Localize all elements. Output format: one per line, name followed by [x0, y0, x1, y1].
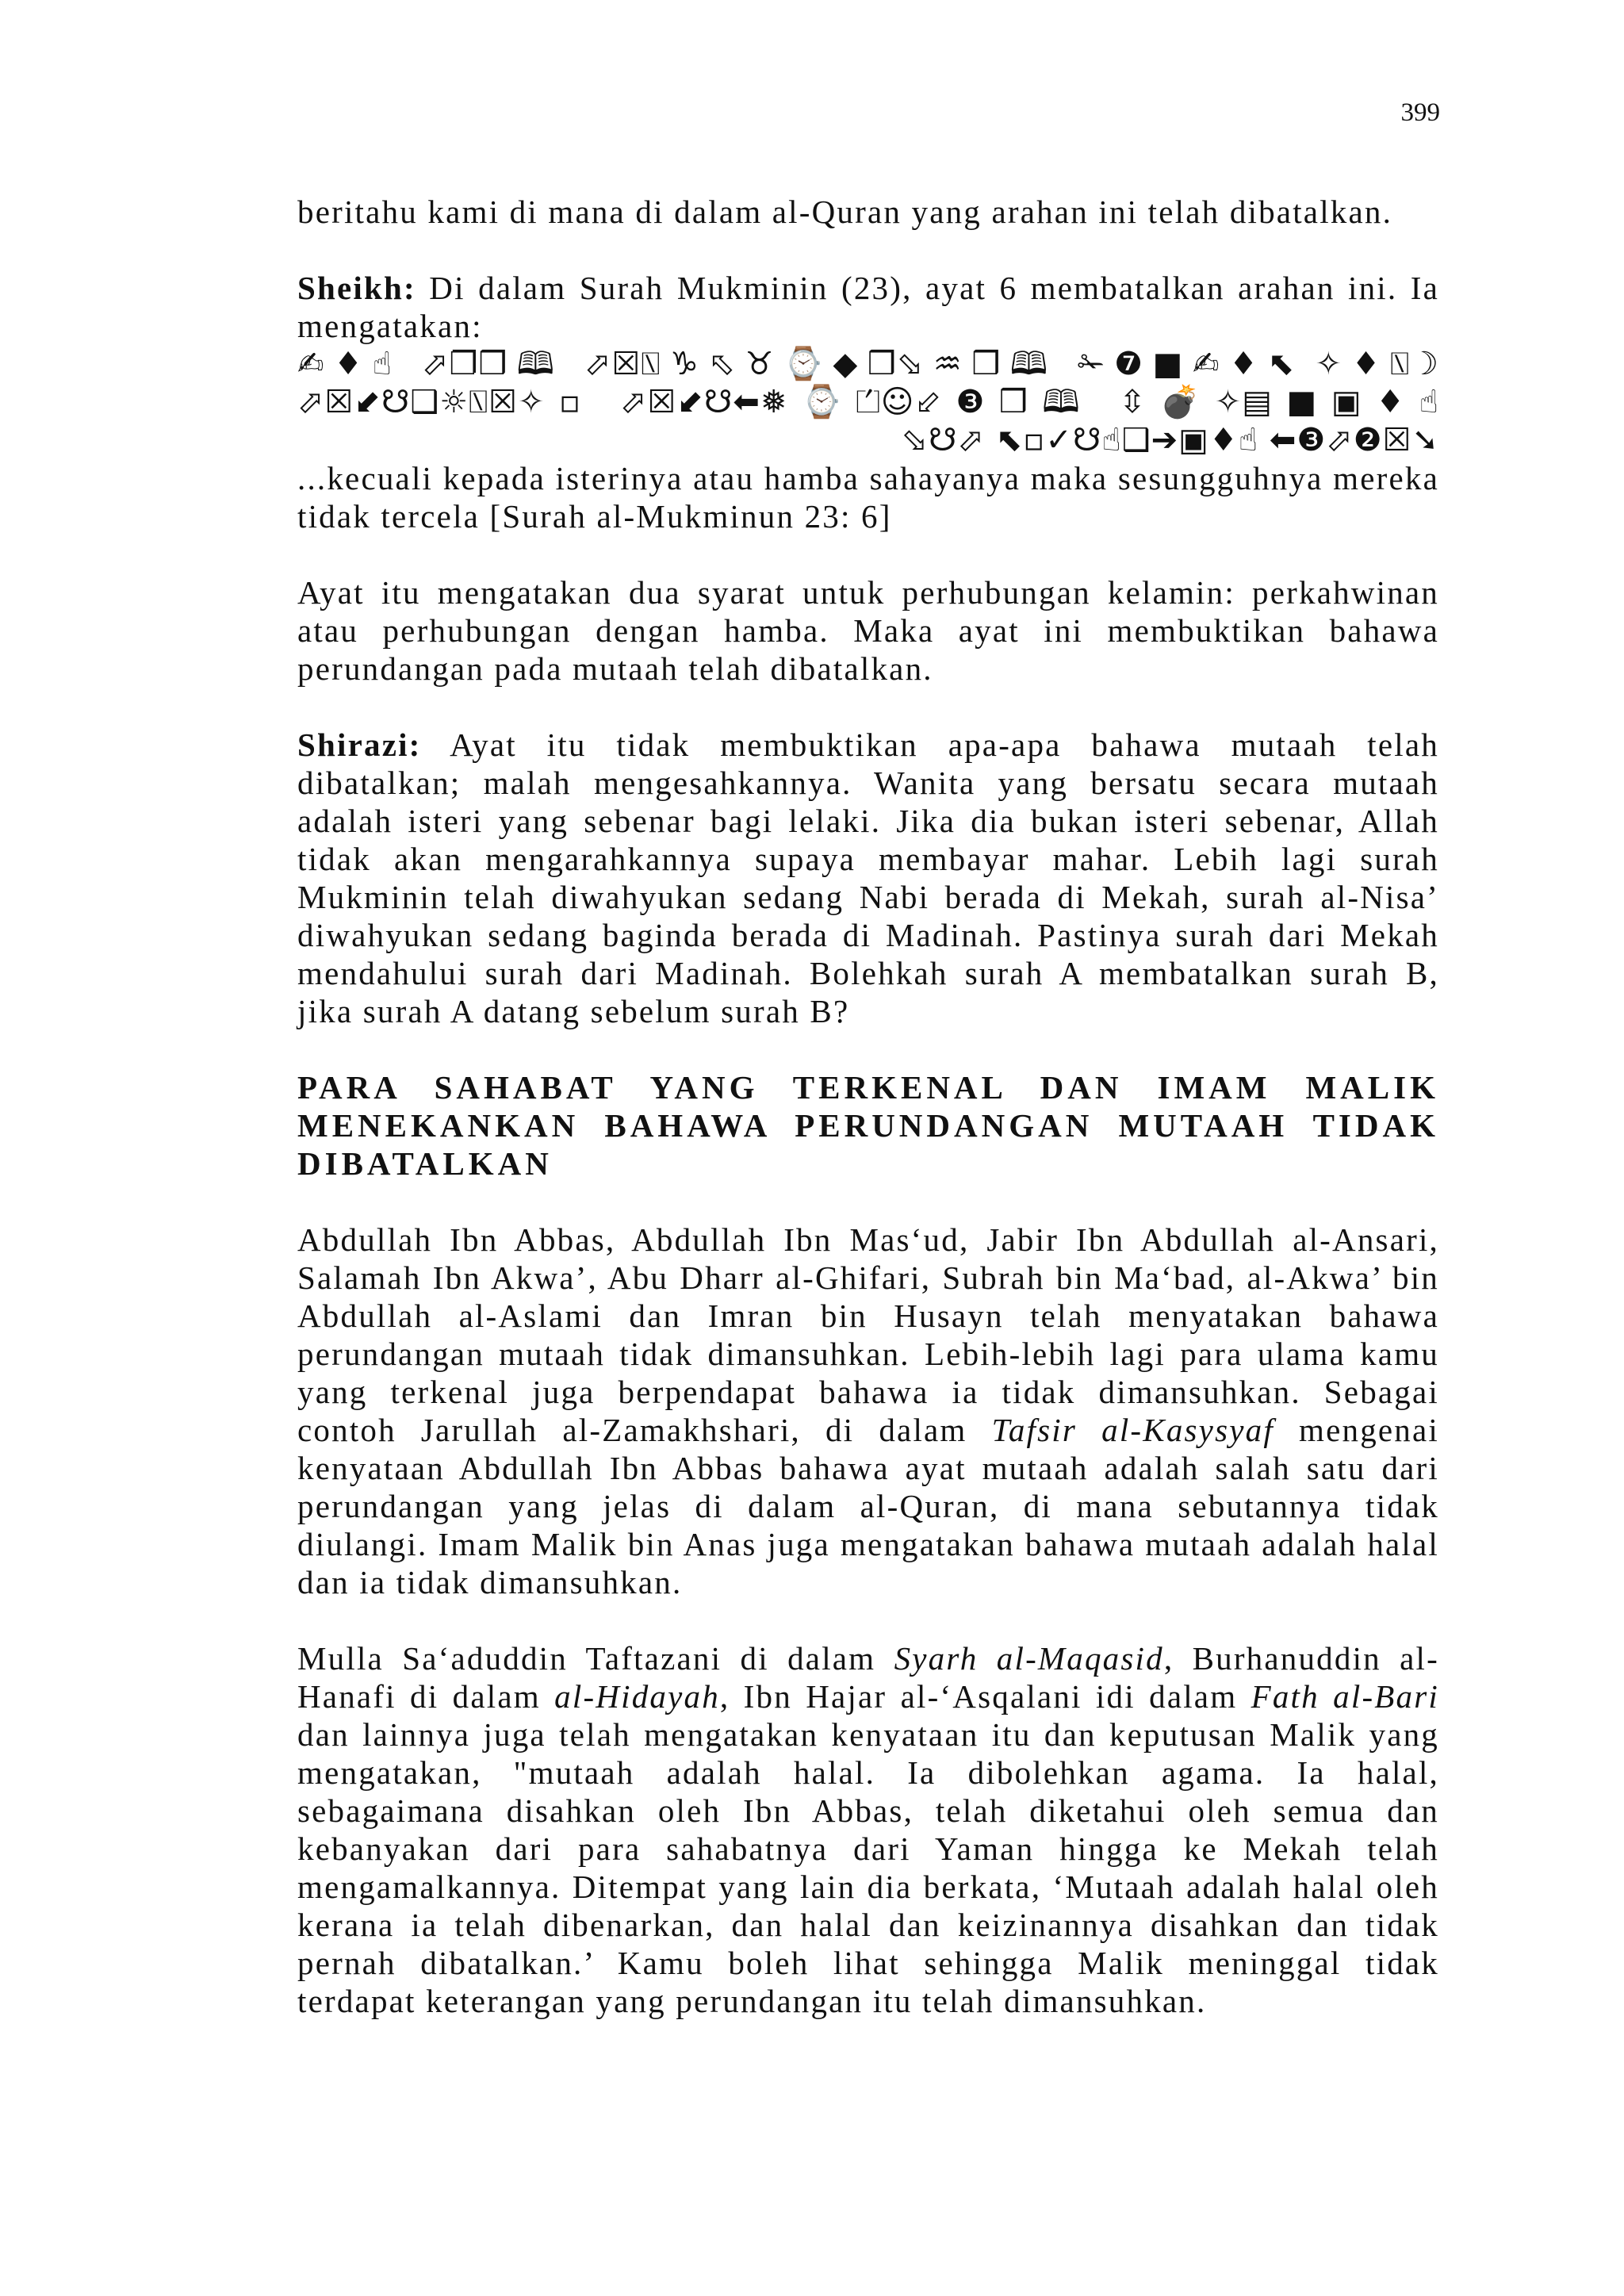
speaker-label-sheikh: Sheikh:	[297, 270, 416, 306]
sahabat-text-b: mengenai kenyataan Abdullah Ibn Abbas bahawa ayat mutaah adalah salah satu dari perundangan yang jelas di dalam al-Quran, di mana sebutannya tidak diulangi. Imam Malik bin Anas juga mengatakan bahawa mutaah adalah halal dan ia tidak dimansuhkan.	[297, 1412, 1439, 1600]
section-heading: PARA SAHABAT YANG TERKENAL DAN IMAM MALIK MENEKANKAN BAHAWA PERUNDANGAN MUTAAH TIDAK DIBATALKAN	[297, 1069, 1439, 1182]
speaker-label-shirazi: Shirazi:	[297, 726, 422, 763]
mulla-text-a: Mulla Sa‘aduddin Taftazani di dalam	[297, 1640, 894, 1677]
paragraph-intro: beritahu kami di mana di dalam al-Quran yang arahan ini telah dibatalkan.	[297, 194, 1393, 230]
paragraph-verse-translation: ...kecuali kepada isterinya atau hamba sahayanya maka sesungguhnya mereka tidak tercela [Surah al-Mukminun 23: 6]	[297, 460, 1439, 535]
shirazi-text: Ayat itu tidak membuktikan apa-apa bahawa mutaah telah dibatalkan; malah mengesahkannya. Wanita yang bersatu secara mutaah adalah isteri yang sebenar bagi lelaki. Jika dia bukan isteri sebenar, Allah tidak akan mengarahkannya supaya membayar mahar. Lebih lagi surah Mukminin telah diwahyukan sedang Nabi berada di Mekah, surah al-Nisa’ diwahyukan sedang baginda berada di Madinah. Pastinya surah dari Mekah mendahului surah dari Madinah. Bolehkah surah A membatalkan surah B, jika surah A datang sebelum surah B?	[297, 726, 1439, 1029]
mulla-text-b: , Burhanuddin al-Hanafi di dalam	[297, 1640, 1439, 1715]
sahabat-text-a: Abdullah Ibn Abbas, Abdullah Ibn Mas‘ud, Jabir Ibn Abdullah al-Ansari, Salamah Ibn Akwa’, Abu Dharr al-Ghifari, Subrah bin Ma‘bad, al-Akwa’ bin Abdullah al-Aslami dan Imran bin Husayn telah menyatakan bahawa perundangan mutaah tidak dimansuhkan. Lebih-lebih lagi para ulama kamu yang terkenal juga berpendapat bahawa ia tidak dimansuhkan. Sebagai contoh Jarullah al-Zamakhshari, di dalam	[297, 1221, 1439, 1448]
verse-glyph-line-2: ⬀☒⬋☋❑☼⍂☒✧▫ ⬀☒⬋☋⬅❅⌚⏍☺⬃❸❒🕮 ⇳💣✧▤■▣♦☝	[297, 384, 1439, 420]
book-title-kasysyaf: Tafsir al-Kasysyaf	[991, 1412, 1274, 1448]
page-number: 399	[1400, 98, 1440, 127]
book-title-syarh: Syarh al-Maqasid	[894, 1640, 1164, 1677]
document-body	[297, 193, 1439, 2058]
paragraph-sahabat	[297, 1221, 1439, 1601]
quran-verse-glyphs	[297, 345, 1439, 459]
verse-glyph-line-1: ✍♦☝ ⬀❐❒🕮 ⬀☒⍂♑⬁♉⌚◆❒⬂♒❒🕮 ✁❼■✍♦⬉ ✧♦⍂☽	[297, 346, 1439, 382]
verse-glyph-line-3: ⬂☋⬀ ⬉▫✓☋☝❑➔▣♦☝ ⬅❸⬀❷☒➘	[901, 422, 1439, 458]
book-title-fath: Fath al-Bari	[1251, 1678, 1439, 1715]
paragraph-shirazi	[297, 726, 1439, 1030]
mulla-text-d: dan lainnya juga telah mengatakan kenyataan itu dan keputusan Malik yang mengatakan, "mutaah adalah halal. Ia dibolehkan agama. Ia halal, sebagaimana disahkan oleh Ibn Abbas, telah diketahui oleh semua dan kebanyakan dari para sahabatnya dari Yaman hingga ke Mekah telah mengamalkannya. Ditempat yang lain dia berkata, ‘Mutaah adalah halal oleh kerana ia telah dibenarkan, dan halal dan keizinannya disahkan dan tidak pernah dibatalkan.’ Kamu boleh lihat sehingga Malik meninggal tidak terdapat keterangan yang perundangan itu telah dimansuhkan.	[297, 1716, 1439, 2019]
mulla-text-c: , Ibn Hajar al-‘Asqalani idi dalam	[719, 1678, 1251, 1715]
paragraph-sheikh	[297, 269, 1439, 345]
sheikh-text: Di dalam Surah Mukminin (23), ayat 6 membatalkan arahan ini. Ia mengatakan:	[297, 270, 1439, 344]
book-title-hidayah: al-Hidayah	[554, 1678, 720, 1715]
paragraph-ayat: Ayat itu mengatakan dua syarat untuk perhubungan kelamin: perkahwinan atau perhubungan dengan hamba. Maka ayat ini membuktikan bahawa perundangan pada mutaah telah dibatalkan.	[297, 574, 1439, 687]
paragraph-mulla	[297, 1639, 1439, 2020]
